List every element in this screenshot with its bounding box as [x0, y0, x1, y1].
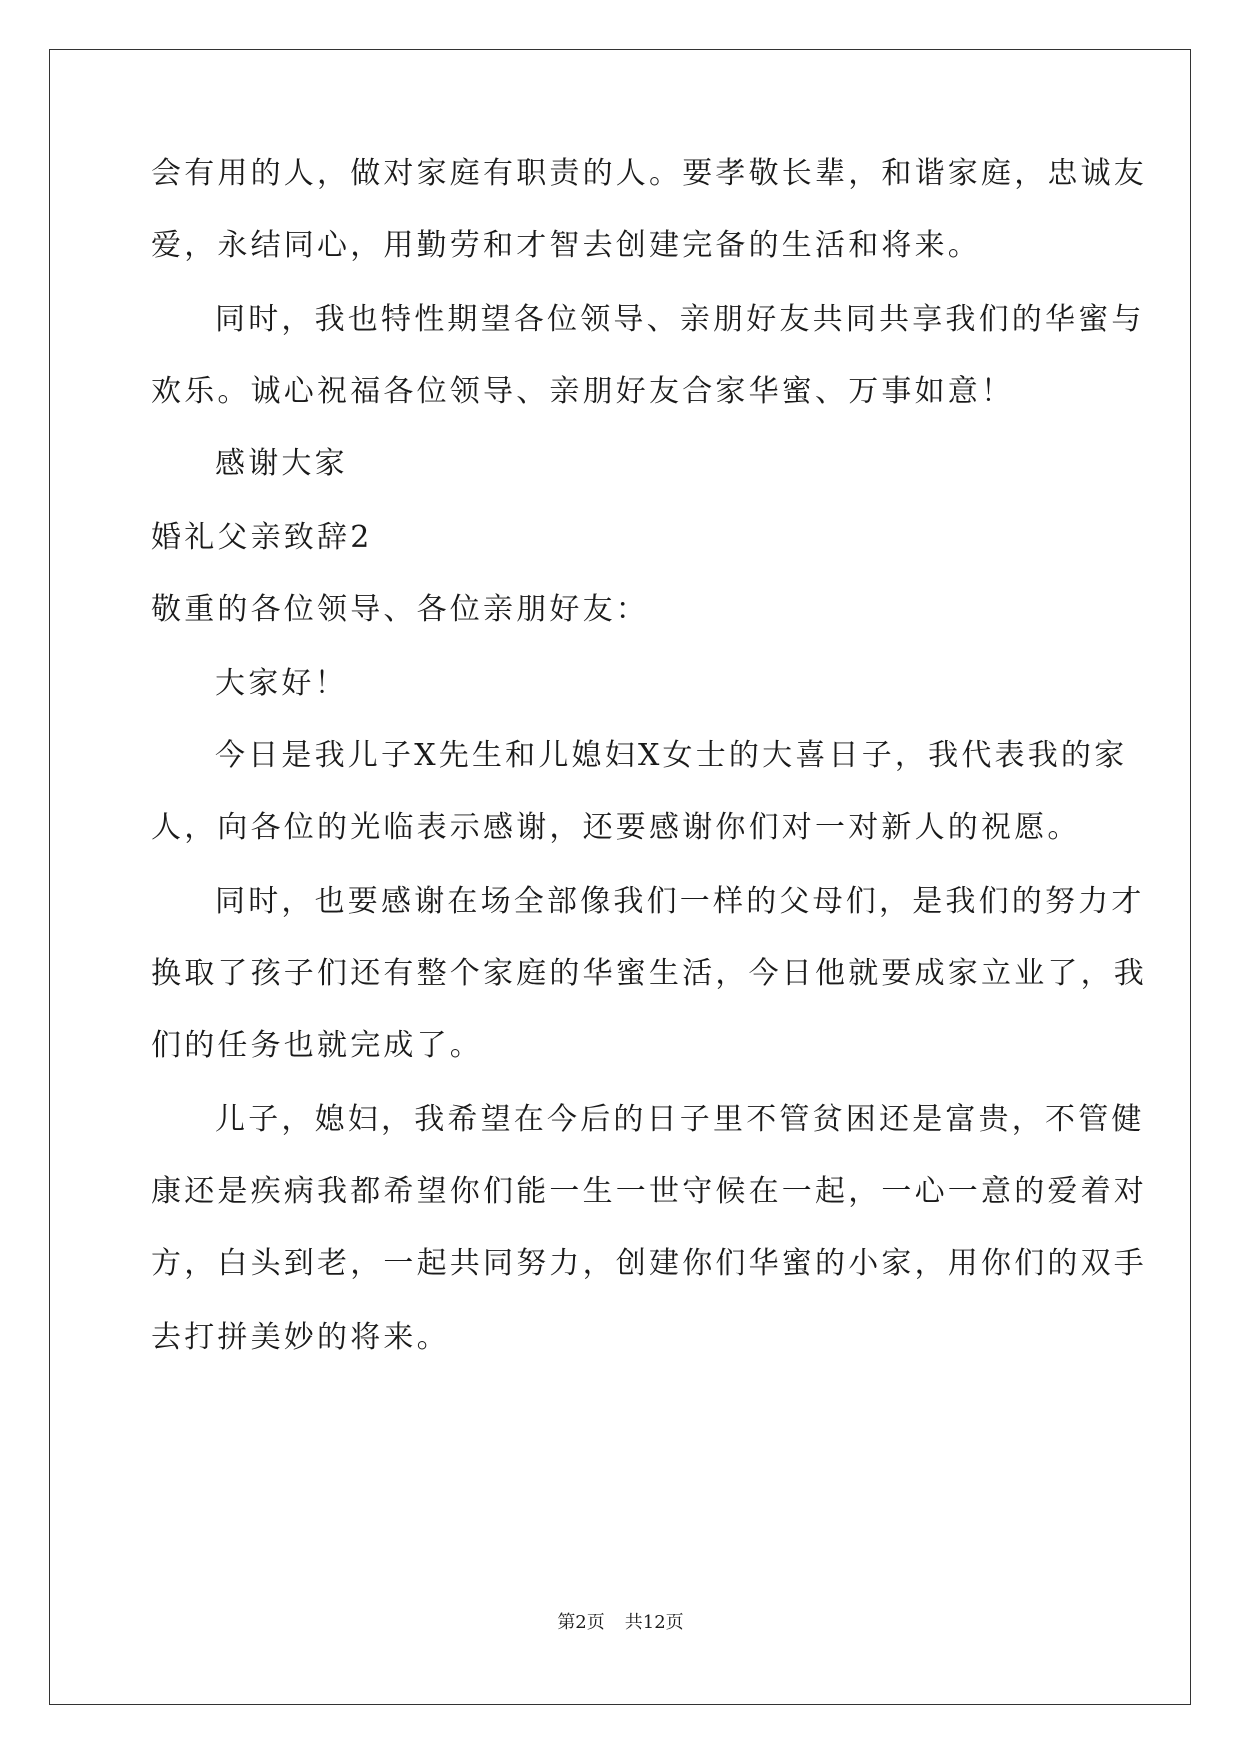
paragraph-line: 们的任务也就完成了。: [151, 1028, 483, 1063]
page-footer: [0, 1611, 1241, 1635]
paragraph-line: 同时，我也特性期望各位领导、亲朋好友共同共享我们的华蜜与: [215, 302, 1145, 337]
paragraph-line: 方，白头到老，一起共同努力，创建你们华蜜的小家，用你们的双手: [151, 1246, 1147, 1281]
paragraph-line: 儿子，媳妇，我希望在今后的日子里不管贫困还是富贵，不管健: [215, 1102, 1145, 1137]
closing-line: 感谢大家: [215, 446, 348, 481]
paragraph-line: 今日是我儿子X先生和儿媳妇X女士的大喜日子，我代表我的家: [215, 738, 1128, 773]
page-total: 共12页: [624, 1612, 684, 1633]
paragraph-line: 同时，也要感谢在场全部像我们一样的父母们，是我们的努力才: [215, 884, 1145, 919]
paragraph-line: 欢乐。诚心祝福各位领导、亲朋好友合家华蜜、万事如意！: [151, 374, 1015, 409]
paragraph-line: 爱，永结同心，用勤劳和才智去创建完备的生活和将来。: [151, 228, 981, 263]
section-title: 婚礼父亲致辞2: [151, 520, 373, 555]
paragraph-line: 换取了孩子们还有整个家庭的华蜜生活，今日他就要成家立业了，我: [151, 956, 1147, 991]
greeting-line: 大家好！: [215, 666, 348, 701]
paragraph-line: 康还是疾病我都希望你们能一生一世守候在一起，一心一意的爱着对: [151, 1174, 1147, 1209]
page-border: [49, 49, 1191, 1705]
salutation: 敬重的各位领导、各位亲朋好友：: [151, 592, 649, 627]
paragraph-line: 会有用的人，做对家庭有职责的人。要孝敬长辈，和谐家庭，忠诚友: [151, 156, 1147, 191]
page-number: 第2页: [557, 1612, 605, 1633]
paragraph-line: 去打拼美妙的将来。: [151, 1320, 450, 1355]
paragraph-line: 人，向各位的光临表示感谢，还要感谢你们对一对新人的祝愿。: [151, 810, 1081, 845]
